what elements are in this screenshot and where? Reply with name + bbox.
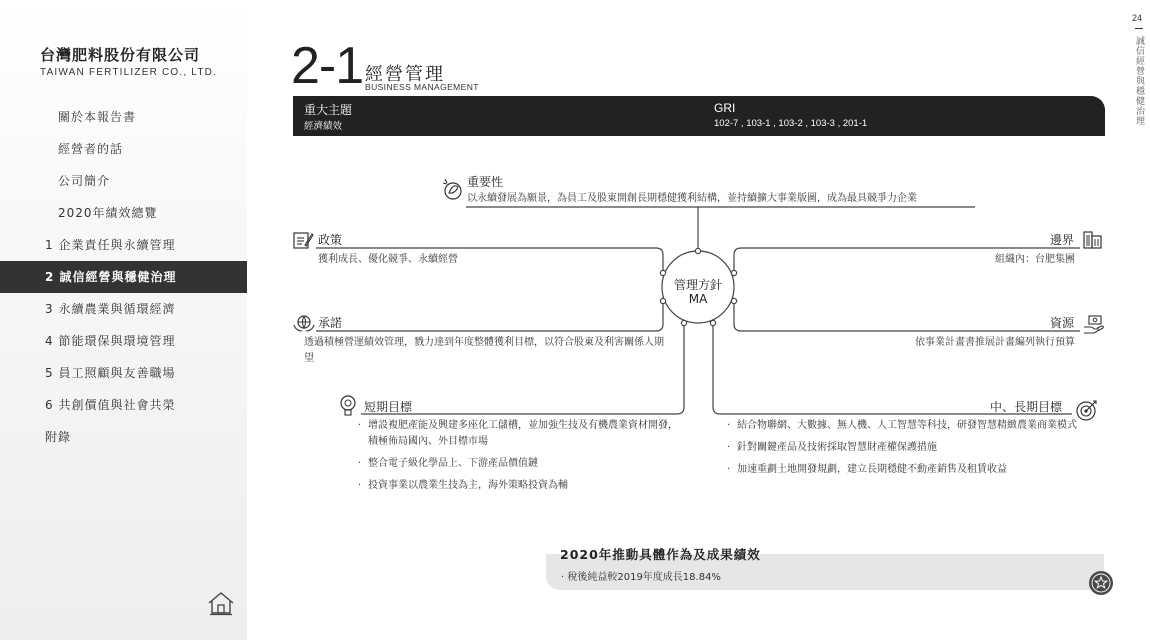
nav-item-about-report[interactable]: 關於本報告書 <box>58 110 137 124</box>
company-name-zh: 台灣肥料股份有限公司 <box>40 46 201 64</box>
list-item: · 結合物聯網、大數據、無人機、人工智慧等科技，研發智慧精緻農業商業模式 <box>727 418 1077 434</box>
list-item: · 針對關鍵產品及技術採取智慧財產權保護措施 <box>727 440 1077 456</box>
nav-item-chapter-4[interactable]: 4 節能環保與環境管理 <box>45 334 176 348</box>
list-item: · 整合電子級化學品上、下游產品價值鏈 <box>358 456 683 472</box>
hand-money-icon <box>1082 313 1106 335</box>
ma-center-en: MA <box>688 292 708 306</box>
home-icon[interactable] <box>207 590 235 616</box>
chapter-vertical-title: 誠信經營與穩健治理 <box>1134 36 1144 126</box>
leaf-bulb-icon <box>441 177 463 201</box>
commitment-text: 透過積極營運績效管理，戮力達到年度整體獲利目標，以符合股東及利害關係人期望 <box>304 337 664 364</box>
mid-long-term-title: 中、長期目標 <box>990 400 1063 414</box>
material-topic-value: 經濟績效 <box>304 121 343 132</box>
importance-title: 重要性 <box>467 175 504 189</box>
list-item: · 投資事業以農業生技為主，海外策略投資為輔 <box>358 478 683 494</box>
nav-item-chapter-6[interactable]: 6 共創價值與社會共榮 <box>45 398 176 412</box>
ma-center-zh: 管理方針 <box>673 278 722 292</box>
nav-item-chapter-2[interactable]: 2 誠信經營與穩健治理 <box>0 261 247 293</box>
boundary-title: 邊界 <box>1050 233 1075 247</box>
short-term-title: 短期目標 <box>364 400 413 414</box>
list-item: · 增設複肥產能及興建多座化工儲槽，並加強生技及有機農業資材開發，積極佈局國內、外目標市場 <box>358 418 683 450</box>
policy-title: 政策 <box>318 233 343 247</box>
policy-text: 獲利成長、優化競爭、永續經營 <box>318 254 458 265</box>
company-logo[interactable] <box>40 44 217 78</box>
company-name-en: TAIWAN FERTILIZER CO., LTD. <box>40 67 218 78</box>
nav-item-chapter-3[interactable]: 3 永續農業與循環經濟 <box>45 302 176 316</box>
importance-text: 以永續發展為願景，為員工及股東開創長期穩健獲利結構，並持續擴大事業版圖，成為最具競爭力企業 <box>467 193 917 204</box>
section-title: 經營管理 <box>365 64 445 85</box>
chapter-nav <box>0 101 247 453</box>
boundary-text: 組織內：台肥集團 <box>995 254 1075 265</box>
material-topic-bar <box>293 96 1105 136</box>
nav-item-2020-overview[interactable]: 2020年績效總覽 <box>58 206 158 220</box>
material-topic-heading: 重大主題 <box>304 103 353 117</box>
section-number: 2-1 <box>291 37 364 95</box>
list-item: · 加速重劃土地開發規劃，建立長期穩健不動產銷售及租賃收益 <box>727 462 1077 478</box>
lightbulb-icon <box>338 394 358 418</box>
ma-center-label <box>662 278 734 306</box>
mid-long-term-list <box>727 418 1077 484</box>
results-text: · 稅後純益較2019年度成長18.84% <box>561 572 721 583</box>
nav-item-chapter-1[interactable]: 1 企業責任與永續管理 <box>45 238 176 252</box>
page-number: 24 <box>1132 13 1143 23</box>
page-divider <box>1135 28 1143 29</box>
resources-text: 依事業計畫書推展計畫編列執行預算 <box>915 337 1075 348</box>
star-badge-icon <box>1088 570 1114 596</box>
nav-item-ceo-message[interactable]: 經營者的話 <box>58 142 124 156</box>
results-value: 稅後純益較2019年度成長18.84% <box>567 572 721 583</box>
nav-item-company-profile[interactable]: 公司簡介 <box>58 174 111 188</box>
gri-heading: GRI <box>714 101 736 115</box>
nav-item-appendix[interactable]: 附錄 <box>45 430 72 444</box>
building-icon <box>1082 230 1104 250</box>
handshake-globe-icon <box>292 313 316 333</box>
resources-title: 資源 <box>1050 316 1075 330</box>
target-icon <box>1075 398 1099 422</box>
gri-value: 102-7 , 103-1 , 103-2 , 103-3 , 201-1 <box>714 118 868 129</box>
policy-document-icon <box>292 230 314 250</box>
section-subtitle: BUSINESS MANAGEMENT <box>365 82 479 92</box>
sidebar <box>0 0 247 640</box>
commitment-title: 承諾 <box>318 316 343 330</box>
nav-item-chapter-5[interactable]: 5 員工照顧與友善職場 <box>45 366 176 380</box>
results-title: 2020年推動具體作為及成果績效 <box>560 547 761 562</box>
short-term-list <box>358 418 683 500</box>
